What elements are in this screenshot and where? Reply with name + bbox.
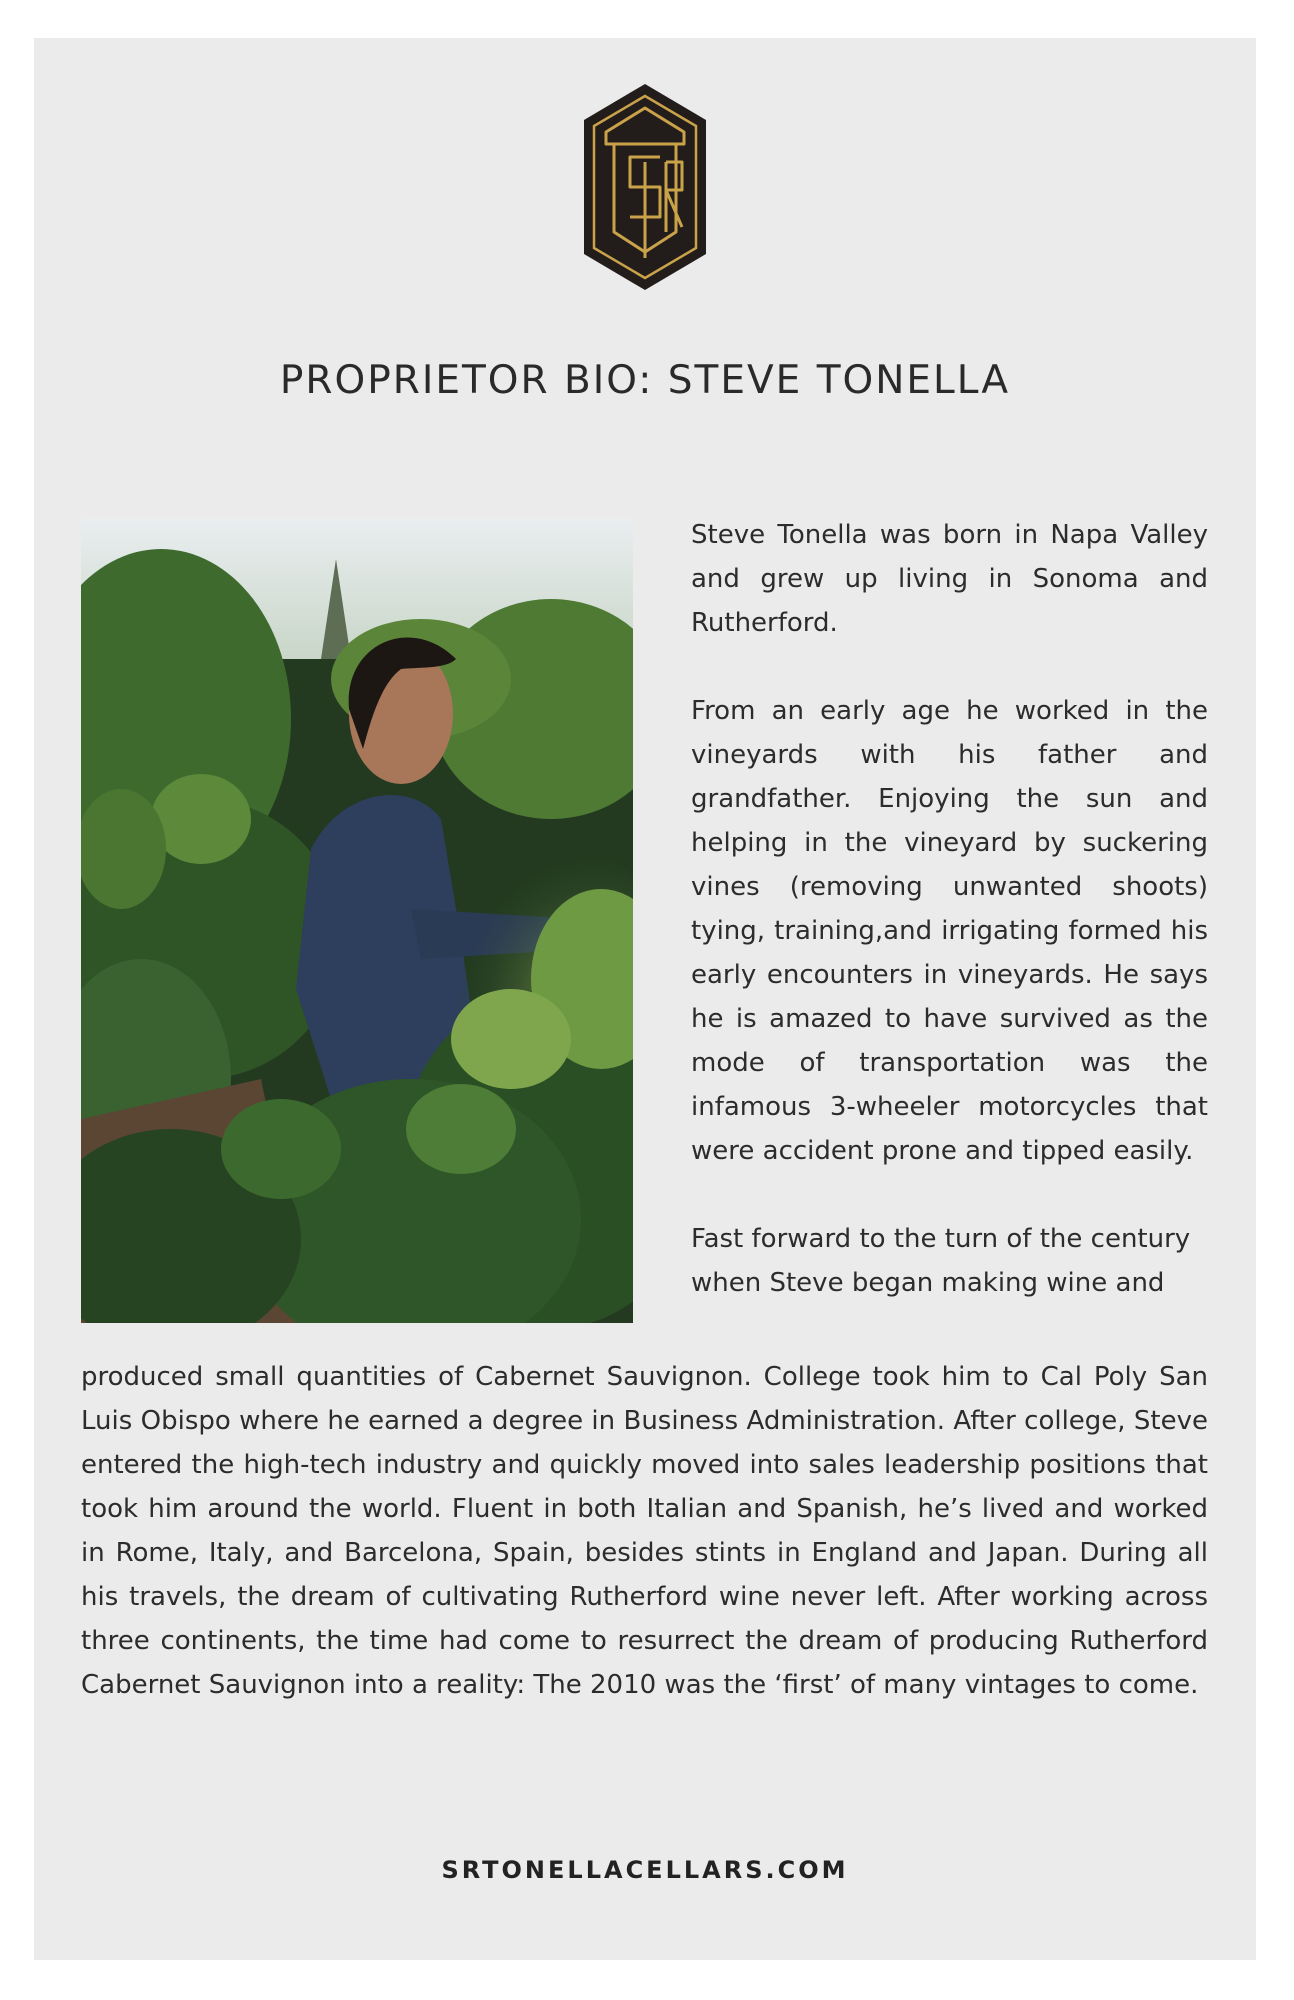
bio-paragraph-3-start: Fast forward to the turn of the century when Steve began making wine and — [691, 1224, 1191, 1298]
proprietor-photo — [81, 519, 633, 1323]
bio-paragraph-1: Steve Tonella was born in Napa Valley and grew up living in Sonoma and Rutherford. — [691, 520, 1208, 638]
sr-monogram-logo-icon — [580, 82, 710, 292]
bio-page — [34, 38, 1256, 1960]
bio-paragraph-2: From an early age he worked in the vineyards with his father and grandfather. Enjoying the sun and helping in the vineyard by suckering vines (removing unwanted shoots) tying, training,and irrigating formed his early encounters in vineyards. He says he is amazed to have survived as the mode of transportation was the infamous 3-wheeler motorcycles that were accident prone and tipped easily. — [691, 696, 1208, 1166]
page-title: PROPRIETOR BIO: STEVE TONELLA — [279, 358, 1011, 403]
website-link[interactable]: SRTONELLACELLARS.COM — [441, 1856, 849, 1884]
bio-paragraph-3-continued: produced small quantities of Cabernet Sauvignon. College took him to Cal Poly San Luis Obispo where he earned a degree in Business Administration. After college, Steve entered the high-tech industry and quickly moved into sales leadership positions that took him around the world. Fluent in both Italian and Spanish, he’s lived and worked in Rome, Italy, and Barcelona, Spain, besides stints in England and Japan. During all his travels, the dream of cultivating Rutherford wine never left. After working across three continents, the time had come to resurrect the dream of producing Rutherford Cabernet Sauvignon into a reality: The 2010 was the ‘first’ of many vintages to come. — [81, 1362, 1208, 1700]
bio-column — [691, 513, 1208, 1305]
